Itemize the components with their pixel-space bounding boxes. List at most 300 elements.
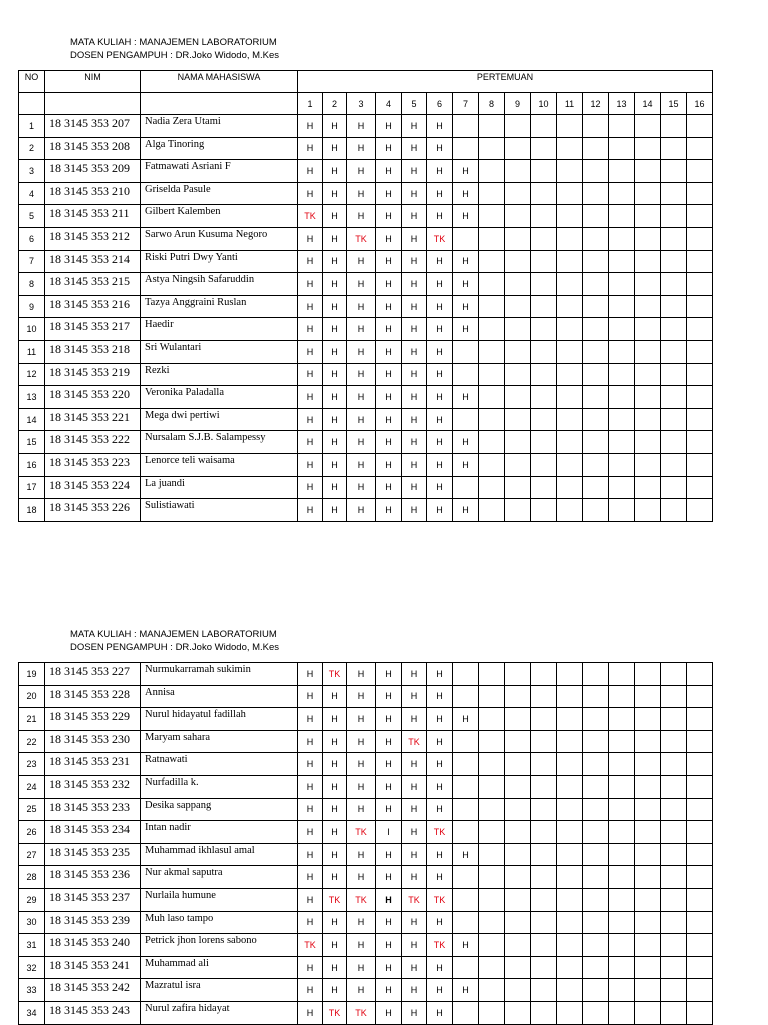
attendance-mark: H [323,273,347,296]
attendance-table-2 [18,662,713,1025]
attendance-mark [635,295,661,318]
attendance-mark: H [347,956,376,979]
attendance-mark [609,431,635,454]
attendance-mark: H [298,499,323,522]
attendance-mark [583,227,609,250]
attendance-mark [635,476,661,499]
attendance-header-2 [70,628,279,654]
attendance-mark [687,295,713,318]
attendance-mark [505,956,531,979]
attendance-mark: H [427,250,453,273]
attendance-mark [479,821,505,844]
attendance-mark: H [376,843,402,866]
lecturer-name: DOSEN PENGAMPUH : DR.Joko Widodo, M.Kes [70,642,280,653]
attendance-mark: H [376,340,402,363]
attendance-mark [557,386,583,409]
attendance-mark: H [323,911,347,934]
attendance-mark: H [427,115,453,138]
attendance-mark [609,775,635,798]
student-name: Muhammad ikhlasul amal [141,843,298,866]
attendance-mark [505,273,531,296]
attendance-mark [557,866,583,889]
attendance-mark [557,708,583,731]
attendance-mark: H [376,160,402,183]
attendance-mark [609,753,635,776]
attendance-mark [505,431,531,454]
attendance-mark [505,708,531,731]
attendance-mark: H [453,318,479,341]
attendance-mark: I [376,821,402,844]
attendance-mark: H [402,911,427,934]
attendance-mark [505,476,531,499]
attendance-mark [609,843,635,866]
attendance-mark [479,386,505,409]
attendance-mark: TK [427,934,453,957]
attendance-mark [687,663,713,686]
attendance-mark: H [402,227,427,250]
attendance-mark [687,386,713,409]
attendance-mark: H [402,160,427,183]
student-nim: 18 3145 353 234 [45,821,141,844]
attendance-mark [531,685,557,708]
student-name: Nurul zafira hidayat [141,1001,298,1024]
student-no: 24 [19,775,45,798]
attendance-mark [609,227,635,250]
attendance-mark: H [427,708,453,731]
student-name: Griselda Pasule [141,182,298,205]
attendance-mark: H [453,431,479,454]
attendance-mark [635,115,661,138]
attendance-mark: H [347,160,376,183]
attendance-mark: H [453,160,479,183]
attendance-mark [609,1001,635,1024]
student-row [19,137,713,160]
student-name: Nurlaila humune [141,888,298,911]
attendance-mark [661,685,687,708]
attendance-mark [505,363,531,386]
attendance-mark [531,205,557,228]
attendance-mark [583,934,609,957]
attendance-mark [557,956,583,979]
student-nim: 18 3145 353 217 [45,318,141,341]
student-row [19,934,713,957]
student-row [19,386,713,409]
attendance-mark [687,137,713,160]
attendance-mark: H [323,499,347,522]
attendance-mark [557,340,583,363]
attendance-mark: H [347,408,376,431]
empty-cell [19,93,45,115]
attendance-mark [531,775,557,798]
attendance-mark [583,160,609,183]
student-name: Nurfadilla k. [141,775,298,798]
student-name: Veronika Paladalla [141,386,298,409]
attendance-mark: H [376,888,402,911]
student-nim: 18 3145 353 228 [45,685,141,708]
attendance-mark: H [427,205,453,228]
attendance-mark: H [427,318,453,341]
attendance-mark [505,685,531,708]
student-row [19,499,713,522]
attendance-mark [661,476,687,499]
attendance-mark: TK [298,934,323,957]
attendance-mark: TK [402,888,427,911]
attendance-mark [687,250,713,273]
attendance-mark: H [298,476,323,499]
attendance-mark: H [376,386,402,409]
attendance-mark [479,476,505,499]
student-name: Rezki [141,363,298,386]
attendance-mark: H [402,115,427,138]
attendance-mark [661,408,687,431]
attendance-mark: H [427,911,453,934]
attendance-mark [557,453,583,476]
student-name: Fatmawati Asriani F [141,160,298,183]
attendance-mark [687,888,713,911]
student-row [19,295,713,318]
attendance-mark: H [347,663,376,686]
attendance-mark: H [347,708,376,731]
attendance-mark [635,685,661,708]
student-nim: 18 3145 353 230 [45,730,141,753]
attendance-mark [583,866,609,889]
attendance-mark: H [402,866,427,889]
attendance-mark [687,115,713,138]
session-number: 7 [453,93,479,115]
student-name: Sulistiawati [141,499,298,522]
student-nim: 18 3145 353 239 [45,911,141,934]
attendance-mark [661,798,687,821]
attendance-mark: TK [298,205,323,228]
attendance-mark: H [427,866,453,889]
attendance-mark [609,476,635,499]
student-row [19,866,713,889]
student-no: 6 [19,227,45,250]
attendance-mark: H [427,979,453,1002]
attendance-mark: H [376,798,402,821]
attendance-mark [661,431,687,454]
attendance-mark: H [402,663,427,686]
student-no: 10 [19,318,45,341]
attendance-mark [505,911,531,934]
attendance-mark [661,753,687,776]
attendance-mark [479,888,505,911]
attendance-mark: H [347,363,376,386]
attendance-mark [583,273,609,296]
attendance-mark [479,408,505,431]
student-nim: 18 3145 353 226 [45,499,141,522]
attendance-mark: H [298,318,323,341]
attendance-mark [557,408,583,431]
attendance-mark [531,934,557,957]
attendance-mark [531,663,557,686]
attendance-mark [687,340,713,363]
student-nim: 18 3145 353 233 [45,798,141,821]
attendance-mark: H [347,685,376,708]
student-row [19,318,713,341]
attendance-mark [661,843,687,866]
attendance-mark [505,205,531,228]
attendance-mark [531,821,557,844]
student-nim: 18 3145 353 241 [45,956,141,979]
session-number: 8 [479,93,505,115]
attendance-mark [609,708,635,731]
attendance-mark [583,1001,609,1024]
student-no: 9 [19,295,45,318]
attendance-mark [453,888,479,911]
attendance-mark: H [376,866,402,889]
attendance-mark: H [298,663,323,686]
attendance-mark [609,386,635,409]
attendance-mark [583,453,609,476]
attendance-mark [583,182,609,205]
attendance-mark [479,798,505,821]
attendance-mark [661,160,687,183]
attendance-mark [687,956,713,979]
attendance-mark [531,115,557,138]
attendance-mark: H [298,363,323,386]
attendance-mark [635,137,661,160]
attendance-mark: H [427,685,453,708]
attendance-mark: H [376,363,402,386]
attendance-mark [583,956,609,979]
student-name: La juandi [141,476,298,499]
attendance-mark: H [402,499,427,522]
attendance-mark [687,431,713,454]
attendance-mark: H [298,730,323,753]
attendance-mark [479,979,505,1002]
attendance-mark [635,453,661,476]
attendance-mark [583,476,609,499]
attendance-mark [557,730,583,753]
attendance-mark [557,821,583,844]
attendance-mark [531,295,557,318]
student-name: Muhammad ali [141,956,298,979]
col-header-sessions: PERTEMUAN [298,71,713,93]
attendance-mark [505,318,531,341]
attendance-mark: H [298,386,323,409]
student-row [19,453,713,476]
attendance-mark [609,340,635,363]
attendance-mark [687,798,713,821]
attendance-mark [609,911,635,934]
attendance-mark [531,431,557,454]
attendance-mark [635,205,661,228]
attendance-mark: H [298,956,323,979]
attendance-mark [687,227,713,250]
attendance-mark: H [427,663,453,686]
attendance-mark [609,979,635,1002]
attendance-mark [661,1001,687,1024]
attendance-mark [635,708,661,731]
attendance-mark: H [402,273,427,296]
attendance-mark: TK [347,1001,376,1024]
attendance-mark: H [323,775,347,798]
attendance-mark [505,843,531,866]
attendance-mark [635,866,661,889]
student-name: Ratnawati [141,753,298,776]
attendance-mark [505,408,531,431]
attendance-mark: H [298,685,323,708]
attendance-mark: H [298,137,323,160]
attendance-mark [661,979,687,1002]
attendance-mark [661,295,687,318]
student-row [19,273,713,296]
student-nim: 18 3145 353 215 [45,273,141,296]
attendance-mark [635,227,661,250]
student-nim: 18 3145 353 207 [45,115,141,138]
attendance-mark [453,340,479,363]
attendance-mark: H [347,205,376,228]
attendance-mark: H [298,775,323,798]
student-row [19,663,713,686]
attendance-mark: H [402,979,427,1002]
attendance-mark [609,205,635,228]
attendance-mark [453,753,479,776]
attendance-mark [583,363,609,386]
attendance-mark: H [347,866,376,889]
attendance-mark [583,979,609,1002]
attendance-mark: H [402,753,427,776]
attendance-mark: H [453,205,479,228]
attendance-mark: H [323,730,347,753]
student-nim: 18 3145 353 218 [45,340,141,363]
attendance-mark [687,160,713,183]
attendance-mark: H [402,386,427,409]
attendance-mark [505,979,531,1002]
attendance-mark [661,363,687,386]
attendance-mark [609,730,635,753]
attendance-mark: H [323,340,347,363]
attendance-mark: H [323,956,347,979]
attendance-mark: H [347,431,376,454]
student-nim: 18 3145 353 220 [45,386,141,409]
attendance-mark [531,386,557,409]
attendance-mark: TK [427,821,453,844]
attendance-mark [531,730,557,753]
attendance-mark [531,866,557,889]
student-row [19,843,713,866]
attendance-mark [661,137,687,160]
attendance-mark: H [323,685,347,708]
attendance-mark [479,499,505,522]
attendance-mark [635,363,661,386]
attendance-mark [661,182,687,205]
attendance-mark: TK [347,888,376,911]
attendance-mark [687,911,713,934]
attendance-mark [557,499,583,522]
attendance-mark [635,730,661,753]
student-no: 30 [19,911,45,934]
attendance-mark [505,1001,531,1024]
attendance-mark: H [347,250,376,273]
attendance-mark [479,956,505,979]
attendance-mark: H [347,453,376,476]
attendance-mark [505,115,531,138]
attendance-mark: H [347,911,376,934]
student-name: Riski Putri Dwy Yanti [141,250,298,273]
attendance-mark: H [427,408,453,431]
attendance-mark [583,798,609,821]
attendance-mark: H [402,340,427,363]
attendance-mark: H [347,273,376,296]
empty-cell [45,93,141,115]
student-row [19,821,713,844]
attendance-mark: H [427,340,453,363]
student-no: 27 [19,843,45,866]
attendance-mark [505,182,531,205]
session-number: 16 [687,93,713,115]
attendance-mark [661,205,687,228]
attendance-mark [479,182,505,205]
attendance-mark: H [453,453,479,476]
attendance-mark [479,250,505,273]
attendance-mark [687,408,713,431]
attendance-mark [635,956,661,979]
attendance-mark [687,363,713,386]
attendance-mark [531,453,557,476]
attendance-mark: H [453,386,479,409]
attendance-mark: H [376,273,402,296]
attendance-mark: H [376,708,402,731]
attendance-mark [609,685,635,708]
attendance-mark [479,273,505,296]
attendance-mark: H [427,431,453,454]
attendance-mark [557,888,583,911]
student-row [19,408,713,431]
attendance-mark [531,363,557,386]
attendance-mark: H [376,499,402,522]
attendance-mark [687,843,713,866]
attendance-mark [661,866,687,889]
attendance-mark [479,753,505,776]
attendance-mark: H [453,934,479,957]
attendance-mark: H [298,250,323,273]
attendance-mark: TK [427,227,453,250]
attendance-mark [531,499,557,522]
attendance-mark [583,250,609,273]
attendance-mark [479,115,505,138]
attendance-mark [609,866,635,889]
attendance-mark [505,295,531,318]
student-no: 21 [19,708,45,731]
attendance-mark: H [376,956,402,979]
student-nim: 18 3145 353 216 [45,295,141,318]
attendance-mark [635,821,661,844]
attendance-mark [479,295,505,318]
student-no: 18 [19,499,45,522]
attendance-mark [635,843,661,866]
attendance-mark: H [453,182,479,205]
student-nim: 18 3145 353 209 [45,160,141,183]
attendance-mark [505,340,531,363]
student-no: 7 [19,250,45,273]
student-name: Nurmukarramah sukimin [141,663,298,686]
student-nim: 18 3145 353 227 [45,663,141,686]
attendance-mark [635,934,661,957]
attendance-mark [661,250,687,273]
attendance-mark: H [347,182,376,205]
student-row [19,730,713,753]
student-row [19,340,713,363]
attendance-mark: H [323,386,347,409]
attendance-mark [479,1001,505,1024]
attendance-mark: H [402,453,427,476]
session-number: 15 [661,93,687,115]
session-number-row [19,93,713,115]
attendance-mark [557,115,583,138]
attendance-mark [479,934,505,957]
